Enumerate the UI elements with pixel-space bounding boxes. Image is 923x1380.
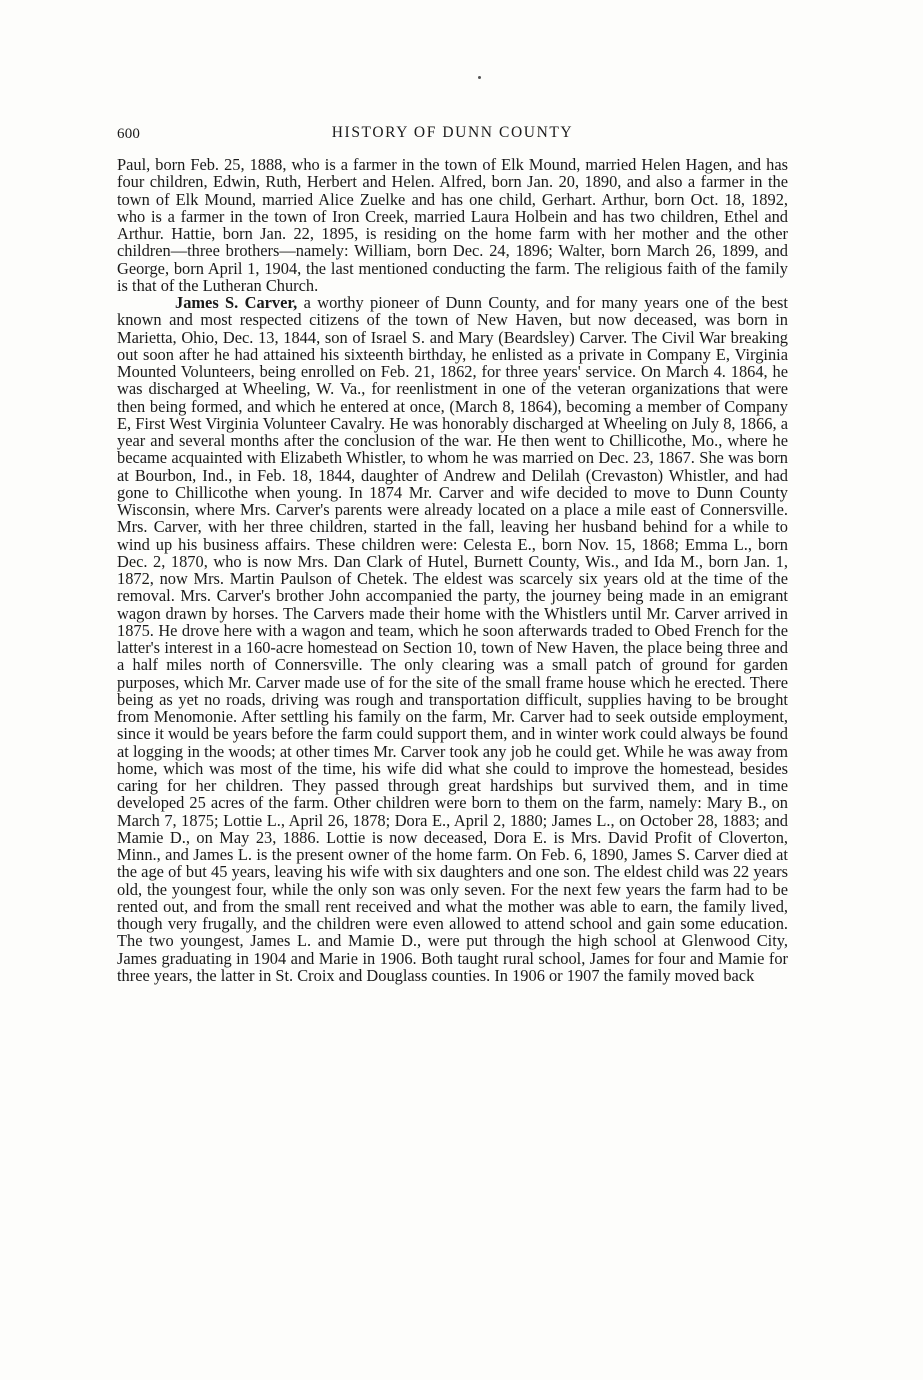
paragraph-continuation: [117, 156, 788, 294]
paragraph-text: Paul, born Feb. 25, 1888, who is a farmer in the town of Elk Mound, married Helen Hagen, and has four children, Edwin, Ruth, Herbert and Helen. Alfred, born Jan. 20, 1890, and also a farmer in the town of Elk Mound, married Alice Zuelke and has one child, Gerhart. Arthur, born Oct. 18, 1892, who is a farmer in the town of Iron Creek, married Laura Holbein and has two children, Ethel and Arthur. Hattie, born Jan. 22, 1895, is residing on the home farm with her mother and the other children—three brothers—namely: William, born Dec. 24, 1896; Walter, born March 26, 1899, and George, born April 1, 1904, the last mentioned conducting the farm. The religious faith of the family is that of the Lutheran Church.: [117, 155, 788, 295]
paragraph-carver-biography: [117, 294, 788, 984]
paragraph-text: a worthy pioneer of Dunn County, and for many years one of the best known and most respected citizens of the town of New Haven, but now deceased, was born in Marietta, Ohio, Dec. 13, 1844, son of Israel S. and Mary (Beardsley) Carver. The Civil War breaking out soon after he had attained his sixteenth birthday, he enlisted as a private in Company E, Virginia Mounted Volunteers, being enrolled on Feb. 21, 1862, for three years' service. On March 4. 1864, he was discharged at Wheeling, W. Va., for reenlistment in one of the veteran organizations that were then being formed, and which he entered at once, (March 8, 1864), becoming a member of Company E, First West Virginia Volunteer Cavalry. He was honorably discharged at Wheeling on July 8, 1866, a year and several months after the conclusion of the war. He then went to Chillicothe, Mo., where he became acquainted with Elizabeth Whistler, to whom he was married on Dec. 23, 1867. She was born at Bourbon, Ind., in Feb. 18, 1844, daughter of Andrew and Delilah (Crevaston) Whistler, and had gone to Chillicothe when young. In 1874 Mr. Carver and wife decided to move to Dunn County Wisconsin, where Mrs. Carver's parents were already located on a place a mile east of Connersville. Mrs. Carver, with her three children, started in the fall, leaving her husband behind for a while to wind up his business affairs. These children were: Celesta E., born Nov. 15, 1868; Emma L., born Dec. 2, 1870, who is now Mrs. Dan Clark of Hutel, Burnett County, Wis., and Ida M., born Jan. 1, 1872, now Mrs. Martin Paulson of Chetek. The eldest was scarcely six years old at the time of the removal. Mrs. Carver's brother John accompanied the party, the journey being made in an emigrant wagon drawn by horses. The Carvers made their home with the Whistlers until Mr. Carver arrived in 1875. He drove here with a wagon and team, which he soon afterwards traded to Obed French for the latter's interest in a 160-acre homestead on Section 10, town of New Haven, the place being three and a half miles north of Connersville. The only clearing was a small patch of ground for garden purposes, which Mr. Carver made use of for the site of the small frame house which he erected. There being as yet no roads, driving was rough and transportation difficult, supplies having to be brought from Menomonie. After settling his family on the farm, Mr. Carver had to seek outside employment, since it would be years before the farm could support them, and in winter work could always be found at logging in the woods; at other times Mr. Carver took any job he could get. While he was away from home, which was most of the time, his wife did what she could to improve the homestead, besides caring for her children. They passed through great hardships but survived them, and in time developed 25 acres of the farm. Other children were born to them on the farm, namely: Mary B., on March 7, 1875; Lottie L., April 26, 1878; Dora E., April 2, 1880; James L., on October 28, 1883; and Mamie D., on May 23, 1886. Lottie is now deceased, Dora E. is Mrs. David Profit of Cloverton, Minn., and James L. is the present owner of the home farm. On Feb. 6, 1890, James S. Carver died at the age of but 45 years, leaving his wife with six daughters and one son. The eldest child was 22 years old, the youngest four, while the only son was only seven. For the next few years the farm had to be rented out, and from the small rent received and what the mother was able to earn, the family lived, though very frugally, and the children were even allowed to attend school and gain some education. The two youngest, James L. and Mamie D., were put through the high school at Glenwood City, James graduating in 1904 and Marie in 1906. Both taught rural school, James for four and Mamie for three years, the latter in St. Croix and Douglass counties. In 1906 or 1907 the family moved back: [117, 293, 788, 985]
print-speck: [478, 76, 481, 79]
biography-subject-name: James S. Carver,: [175, 293, 298, 312]
page-header: [117, 124, 788, 148]
body-text: [117, 156, 788, 984]
running-head: HISTORY OF DUNN COUNTY: [331, 124, 574, 141]
page-number: 600: [117, 126, 141, 142]
